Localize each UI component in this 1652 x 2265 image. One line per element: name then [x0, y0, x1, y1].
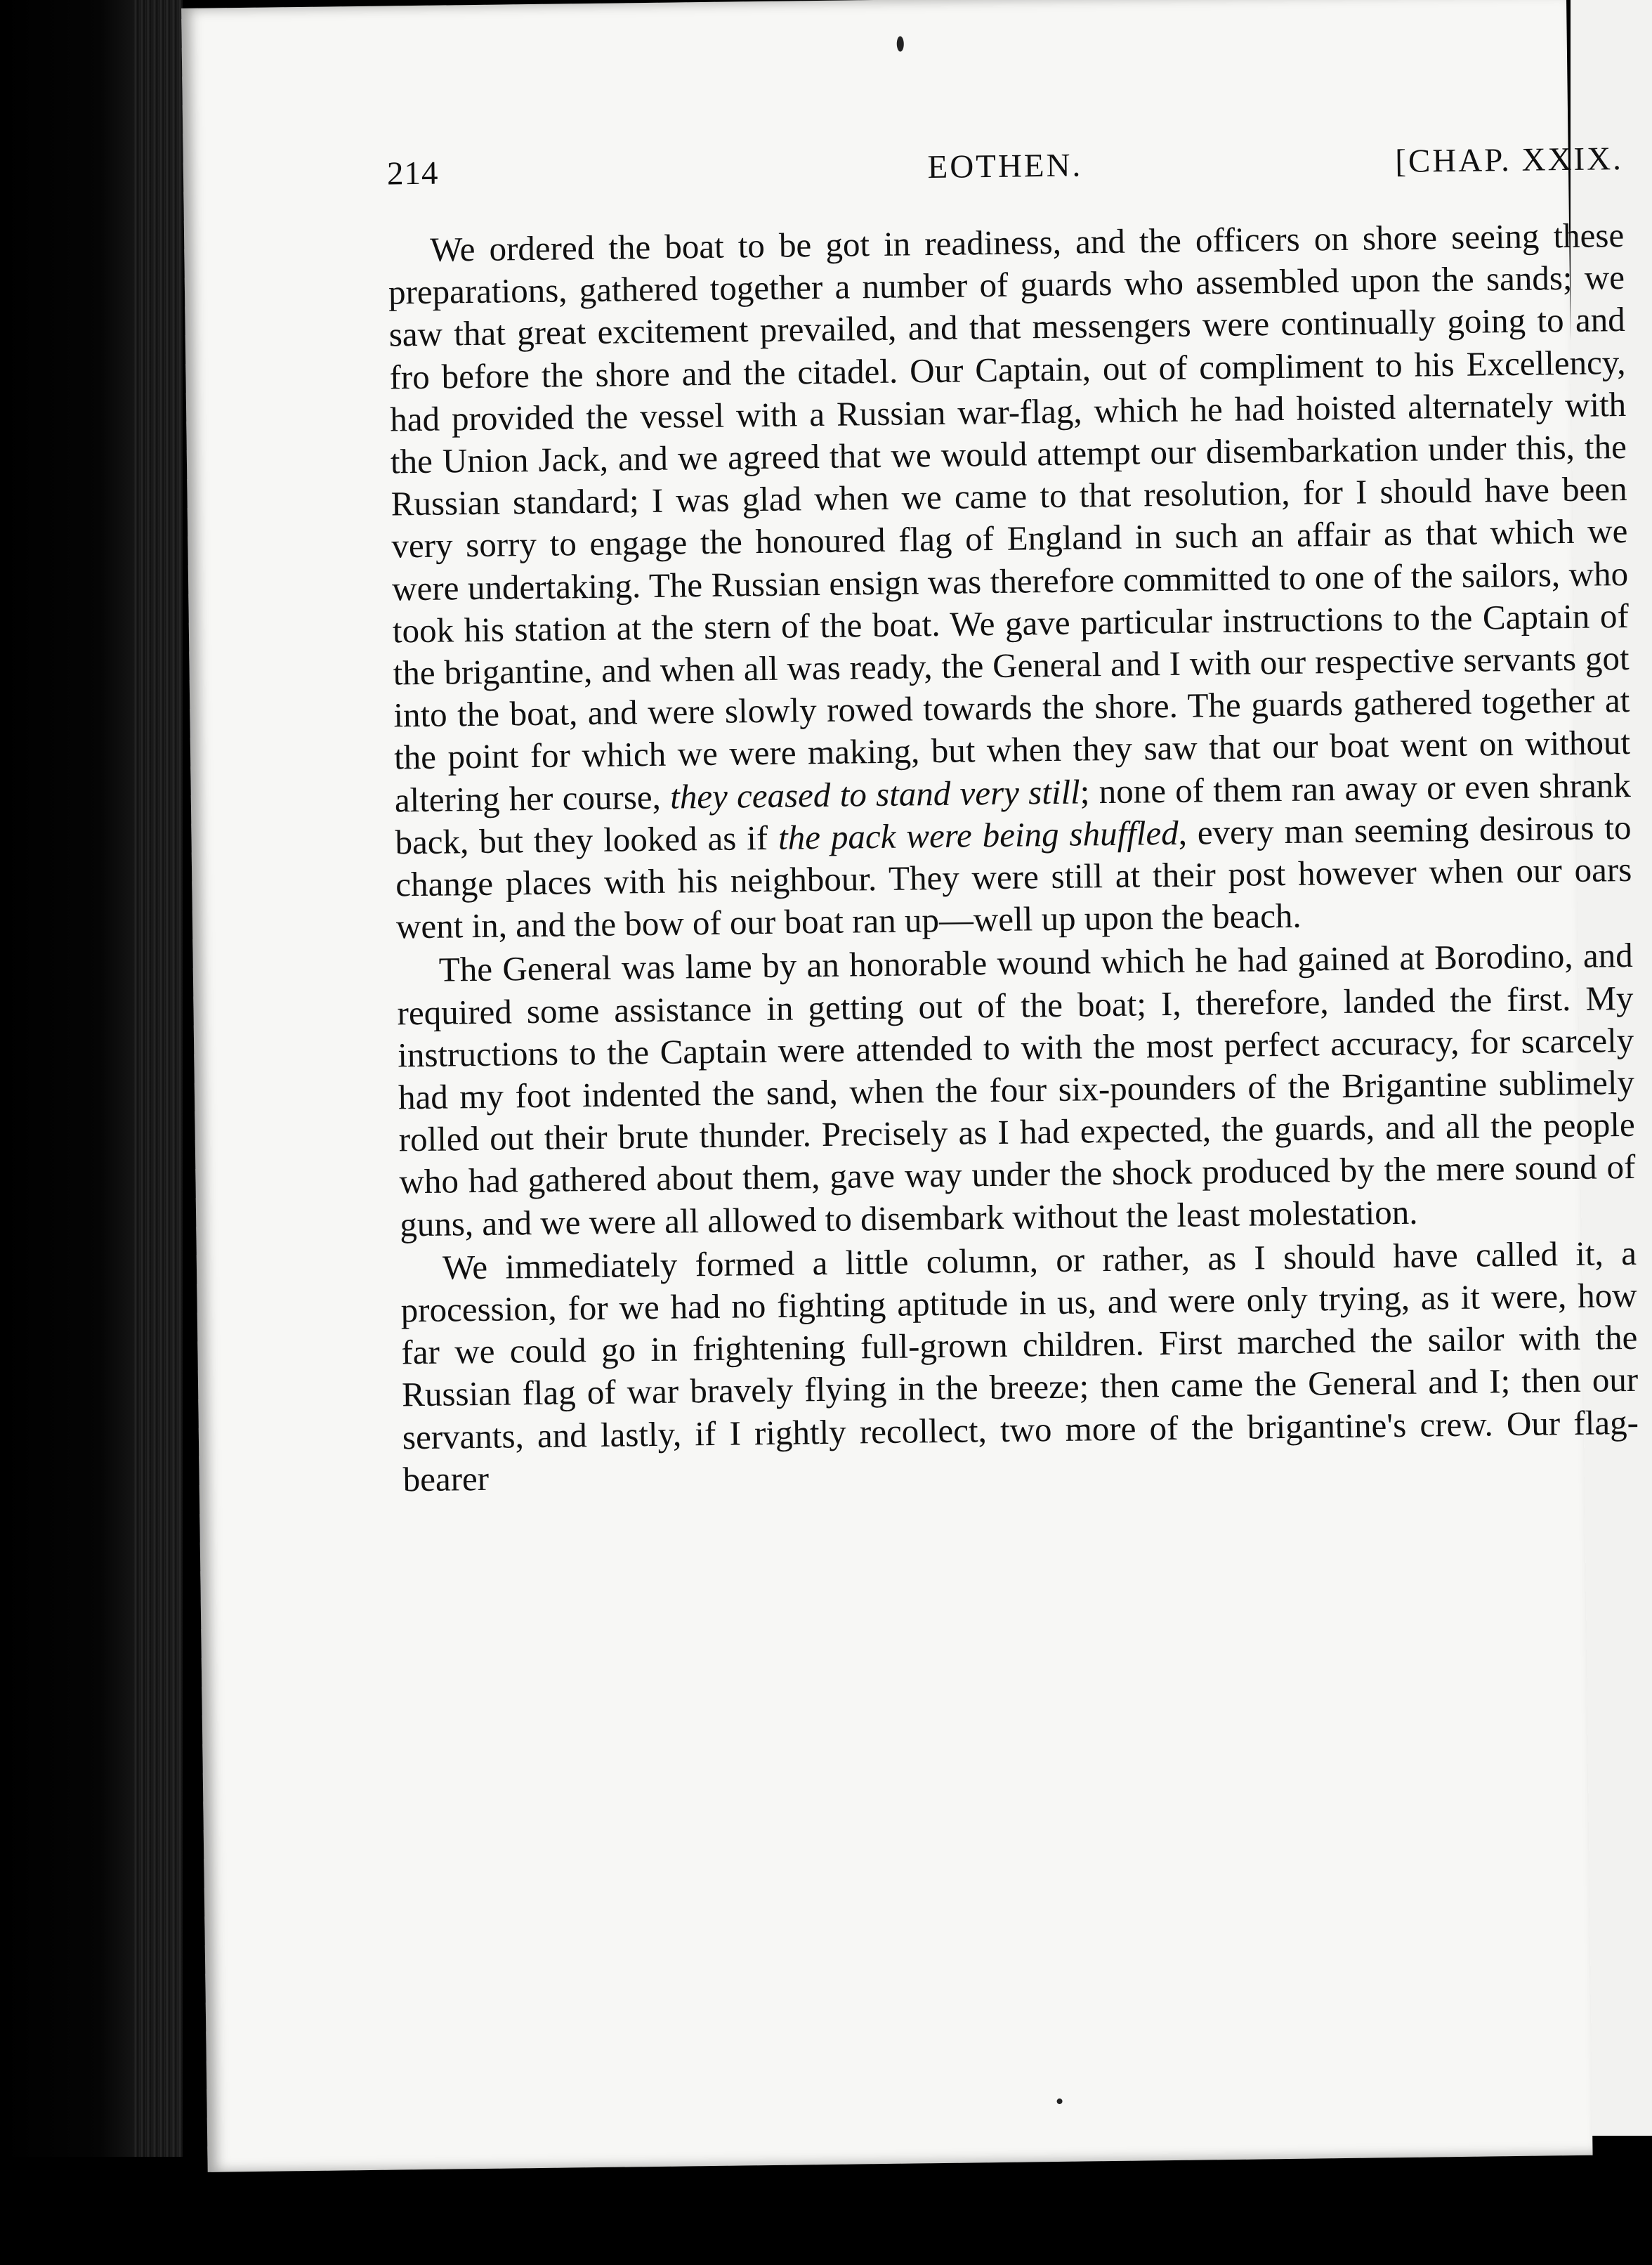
- book-page-edges: [133, 0, 183, 2164]
- italic-phrase: they ceased to stand very still: [669, 772, 1081, 816]
- paragraph: [400, 1232, 1639, 1501]
- scan-bottom-shadow: [0, 2157, 1652, 2265]
- text-run: ; none of them ran away or even shrank back, but they looked as if: [395, 765, 1632, 862]
- chapter-label: [CHAP. XXIX.: [1395, 140, 1624, 180]
- text-run: We immediately formed a little column, or rather, as I should have called it, a procession, for we had no fighting aptitude in us, and were only trying, as it were, how far we could go in frightening full-grown children. First marched the sailor with the Russian flag of war bravely flying in the breeze; then came the General and I; then our servants, and lastly, if I rightly recollect, two more of the brigantine's crew. Our flag-bearer: [400, 1233, 1639, 1499]
- page-number: 214: [386, 155, 439, 192]
- ink-speck: [897, 36, 904, 51]
- ink-speck: [1057, 2098, 1063, 2104]
- italic-phrase: the pack were being shuffled: [778, 813, 1179, 857]
- page-body: [388, 214, 1639, 1501]
- text-run: The General was lame by an honorable wound which he had gained at Borodino, and required some assistance in getting out of the boat; I, therefore, landed the first. My instructions to the Captain were attended to with the most perfect accuracy, for scarcely had my foot indented the sand, when the four six-pounders of the Brigantine sublimely rolled out their brute thunder. Precisely as I had expected, the guards, and all the people who had gathered about them, gave way under the shock produced by the mere sound of guns, and we were all allowed to disembark without the least molestation.: [397, 936, 1636, 1244]
- paragraph: [388, 214, 1632, 948]
- book-page: [181, 0, 1639, 2172]
- running-title: EOTHEN.: [927, 147, 1083, 186]
- text-run: , every man seeming desirous to change places with his neighbour. They were still at their post however when our oars went in, and the bow of our boat ran up—well up upon the beach.: [395, 807, 1632, 946]
- text-run: We ordered the boat to be got in readiness, and the officers on shore seeing these preparations, gathered together a number of guards who assembled upon the sands; we saw that great excitement prevailed, and that messengers were continually going to and fro before the shore and the citadel. Our Captain, out of compliment to his Excellency, had provided the vessel with a Russian war-flag, which he had hoisted alternately with the Union Jack, and we agreed that we would attempt our disembarkation under this, the Russian standard; I was glad when we came to that resolution, for I should have been very sorry to engage the honoured flag of England in such an affair as that which we were undertaking. The Russian ensign was therefore committed to one of the sailors, who took his station at the stern of the boat. We gave particular instructions to the Captain of the brigantine, and when all was ready, the General and I with our respective servants got into the boat, and were slowly rowed towards the shore. The guards gathered together at the point for which we were making, but when they saw that our boat went on without altering her course,: [388, 215, 1631, 820]
- running-header: [387, 140, 1624, 204]
- paragraph: [396, 934, 1636, 1246]
